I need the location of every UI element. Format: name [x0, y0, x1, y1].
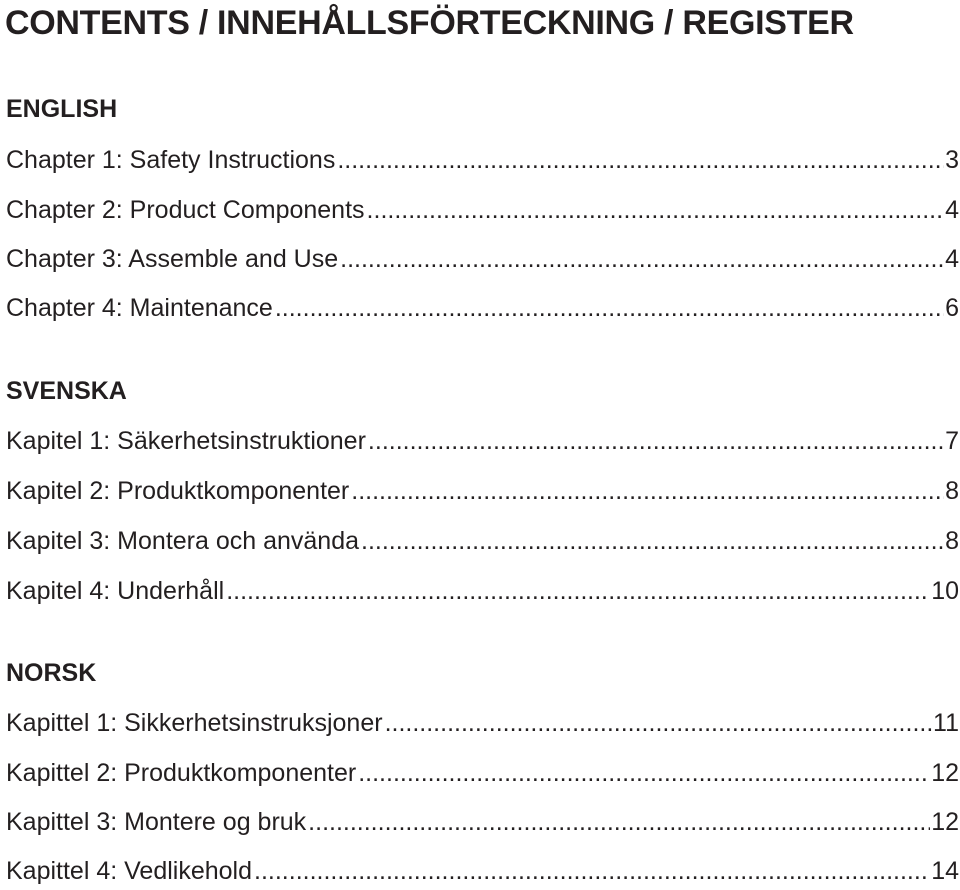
section-heading-svenska: SVENSKA	[6, 377, 127, 405]
toc-entry[interactable]	[6, 525, 959, 557]
toc-entry-label: Kapitel 2: Produktkomponenter	[6, 477, 350, 505]
toc-entry[interactable]	[6, 475, 959, 507]
toc-entry-label: Chapter 1: Safety Instructions	[6, 146, 336, 174]
section-heading-norsk: NORSK	[6, 659, 97, 687]
toc-entry-label: Kapittel 2: Produktkomponenter	[6, 759, 357, 787]
toc-entry-label: Chapter 4: Maintenance	[6, 294, 273, 322]
toc-entry-label: Kapittel 1: Sikkerhetsinstruksjoner	[6, 709, 383, 737]
toc-entry[interactable]	[6, 292, 959, 324]
dot-leader	[308, 806, 930, 838]
toc-entry-label: Kapitel 4: Underhåll	[6, 577, 225, 605]
toc-entry-label: Kapitel 3: Montera och använda	[6, 527, 360, 555]
page-title: CONTENTS / INNEHÅLLSFÖRTECKNING / REGISTER	[5, 4, 854, 42]
dot-leader	[358, 757, 930, 789]
toc-entry[interactable]	[6, 757, 959, 789]
toc-entry-page: 8	[945, 477, 959, 505]
toc-entry-page: 12	[931, 808, 959, 836]
toc-entry-label: Kapittel 3: Montere og bruk	[6, 808, 307, 836]
toc-entry[interactable]	[6, 144, 959, 176]
toc-entry-page: 3	[945, 146, 959, 174]
toc-entry[interactable]	[6, 575, 959, 607]
dot-leader	[361, 525, 944, 557]
toc-entry-label: Chapter 3: Assemble and Use	[6, 245, 339, 273]
toc-entry[interactable]	[6, 855, 959, 887]
toc-entry-page: 11	[933, 709, 959, 737]
dot-leader	[351, 475, 944, 507]
toc-entry-label: Kapittel 4: Vedlikehold	[6, 857, 253, 885]
dot-leader	[368, 425, 944, 457]
dot-leader	[385, 707, 932, 739]
toc-entry-label: Chapter 2: Product Components	[6, 196, 365, 224]
dot-leader	[275, 292, 944, 324]
dot-leader	[226, 575, 930, 607]
toc-entry[interactable]	[6, 806, 959, 838]
toc-entry-label: Kapitel 1: Säkerhetsinstruktioner	[6, 427, 366, 455]
toc-entry-page: 14	[931, 857, 959, 885]
dot-leader	[340, 243, 944, 275]
toc-entry-page: 4	[945, 196, 959, 224]
toc-entry-page: 7	[945, 427, 959, 455]
toc-entry[interactable]	[6, 425, 959, 457]
toc-entry[interactable]	[6, 707, 959, 739]
toc-entry-page: 10	[931, 577, 959, 605]
section-heading-english: ENGLISH	[6, 95, 118, 123]
toc-entry-page: 6	[945, 294, 959, 322]
toc-entry[interactable]	[6, 243, 959, 275]
toc-entry-page: 8	[945, 527, 959, 555]
toc-entry-page: 12	[931, 759, 959, 787]
toc-entry-page: 4	[945, 245, 959, 273]
dot-leader	[367, 194, 945, 226]
dot-leader	[254, 855, 930, 887]
dot-leader	[337, 144, 944, 176]
toc-entry[interactable]	[6, 194, 959, 226]
